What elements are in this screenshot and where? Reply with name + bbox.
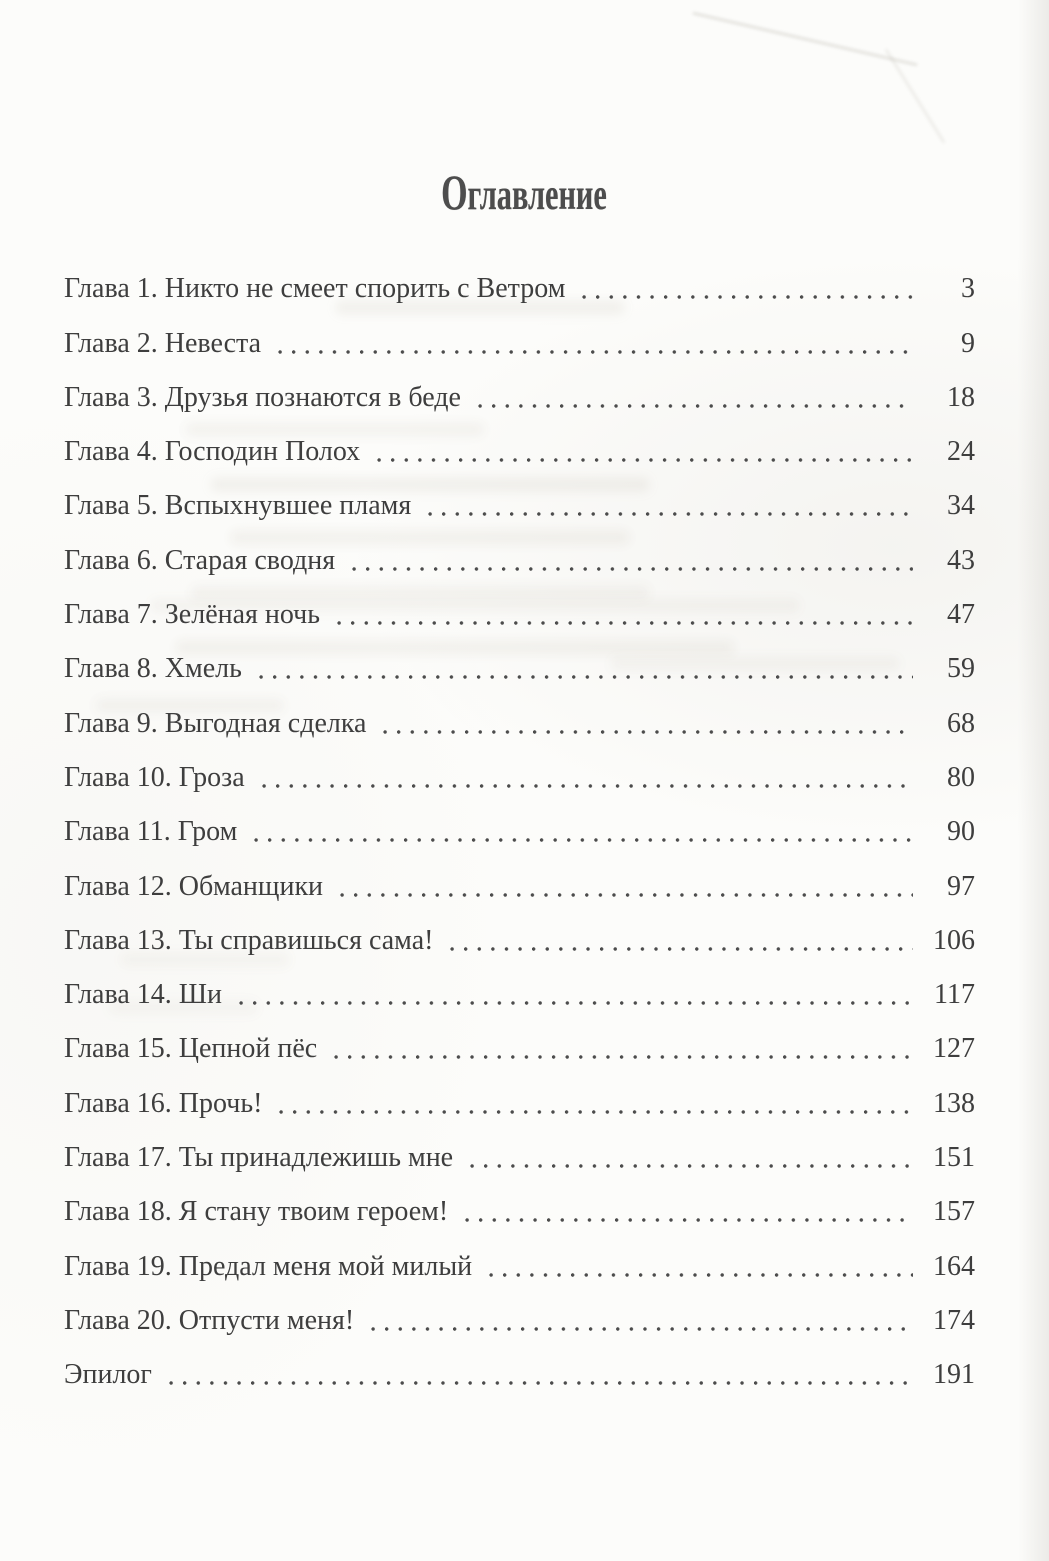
toc-entry-page: 24 <box>947 436 975 468</box>
toc-entry <box>64 634 975 688</box>
dot-leader <box>475 363 913 417</box>
dot-leader <box>276 1068 913 1122</box>
toc-entry-label: Глава 7. Зелёная ночь <box>64 599 321 631</box>
toc-entry-label: Глава 16. Прочь! <box>64 1087 263 1119</box>
toc-entry-page: 191 <box>933 1359 975 1391</box>
toc-entry-page: 59 <box>947 653 975 685</box>
toc-entry-page: 117 <box>934 979 975 1011</box>
page-title: Оглавление <box>441 164 608 221</box>
toc-entry <box>64 417 975 471</box>
toc-entry-label: Глава 12. Обманщики <box>64 870 324 902</box>
toc-entry-label: Глава 3. Друзья познаются в беде <box>64 381 461 413</box>
dot-leader <box>380 688 913 742</box>
dot-leader <box>236 960 913 1014</box>
toc-entry-label: Глава 15. Цепной пёс <box>64 1033 318 1065</box>
toc-entry-page: 151 <box>933 1142 975 1174</box>
dot-leader <box>368 1286 913 1340</box>
toc-entry-label: Глава 1. Никто не смеет спорить с Ветром <box>64 273 566 305</box>
toc-entry <box>64 363 975 417</box>
dot-leader <box>462 1177 913 1231</box>
dot-leader <box>259 743 913 797</box>
toc-entry-page: 127 <box>933 1033 975 1065</box>
toc-entry-page: 68 <box>947 707 975 739</box>
toc-entry-label: Глава 9. Выгодная сделка <box>64 707 367 739</box>
toc-entry <box>64 1123 975 1177</box>
toc-entry <box>64 308 975 362</box>
toc-entry-page: 9 <box>961 327 975 359</box>
dot-leader <box>579 254 913 308</box>
toc-list <box>64 254 975 1394</box>
toc-entry <box>64 743 975 797</box>
toc-entry <box>64 1014 975 1068</box>
paper-crease <box>885 49 945 143</box>
toc-entry <box>64 1177 975 1231</box>
toc-entry <box>64 797 975 851</box>
toc-entry-label: Глава 14. Ши <box>64 979 222 1011</box>
toc-entry-page: 97 <box>947 870 975 902</box>
toc-entry-label: Глава 11. Гром <box>64 816 238 848</box>
toc-entry-label: Глава 20. Отпусти меня! <box>64 1304 355 1336</box>
toc-entry-label: Глава 8. Хмель <box>64 653 242 685</box>
toc-entry-page: 174 <box>933 1304 975 1336</box>
dot-leader <box>447 906 913 960</box>
toc-entry-label: Глава 19. Предал меня мой милый <box>64 1250 473 1282</box>
toc-entry <box>64 471 975 525</box>
dot-leader <box>251 797 913 851</box>
toc-entry-label: Глава 4. Господин Полох <box>64 436 361 468</box>
toc-entry <box>64 851 975 905</box>
dot-leader <box>349 525 913 579</box>
title-container <box>0 166 1049 219</box>
dot-leader <box>275 308 913 362</box>
toc-entry-page: 106 <box>933 924 975 956</box>
toc-entry-label: Эпилог <box>64 1359 152 1391</box>
toc-entry <box>64 1231 975 1285</box>
toc-entry-label: Глава 2. Невеста <box>64 327 262 359</box>
dot-leader <box>374 417 913 471</box>
toc-entry-page: 138 <box>933 1087 975 1119</box>
toc-entry-page: 80 <box>947 761 975 793</box>
dot-leader <box>486 1231 913 1285</box>
toc-entry-label: Глава 6. Старая сводня <box>64 544 336 576</box>
toc-entry-page: 34 <box>947 490 975 522</box>
toc-entry-page: 157 <box>933 1196 975 1228</box>
dot-leader <box>337 851 913 905</box>
toc-entry-page: 18 <box>947 381 975 413</box>
dot-leader <box>256 634 913 688</box>
toc-entry-label: Глава 18. Я стану твоим героем! <box>64 1196 449 1228</box>
toc-entry <box>64 525 975 579</box>
toc-entry-page: 164 <box>933 1250 975 1282</box>
dot-leader <box>166 1340 913 1394</box>
toc-entry <box>64 580 975 634</box>
toc-entry <box>64 1286 975 1340</box>
toc-entry <box>64 906 975 960</box>
dot-leader <box>331 1014 913 1068</box>
toc-entry-label: Глава 17. Ты принадлежишь мне <box>64 1142 454 1174</box>
dot-leader <box>334 580 913 634</box>
toc-entry <box>64 1340 975 1394</box>
toc-entry-label: Глава 13. Ты справишься сама! <box>64 924 434 956</box>
toc-entry <box>64 688 975 742</box>
dot-leader <box>425 471 913 525</box>
paper-crease <box>693 12 918 66</box>
toc-entry <box>64 254 975 308</box>
dot-leader <box>467 1123 913 1177</box>
toc-entry-page: 3 <box>961 273 975 305</box>
toc-entry-page: 90 <box>947 816 975 848</box>
toc-entry <box>64 1068 975 1122</box>
toc-entry-page: 47 <box>947 599 975 631</box>
toc-entry-page: 43 <box>947 544 975 576</box>
toc-entry-label: Глава 5. Вспыхнувшее пламя <box>64 490 412 522</box>
toc-entry <box>64 960 975 1014</box>
toc-entry-label: Глава 10. Гроза <box>64 761 245 793</box>
